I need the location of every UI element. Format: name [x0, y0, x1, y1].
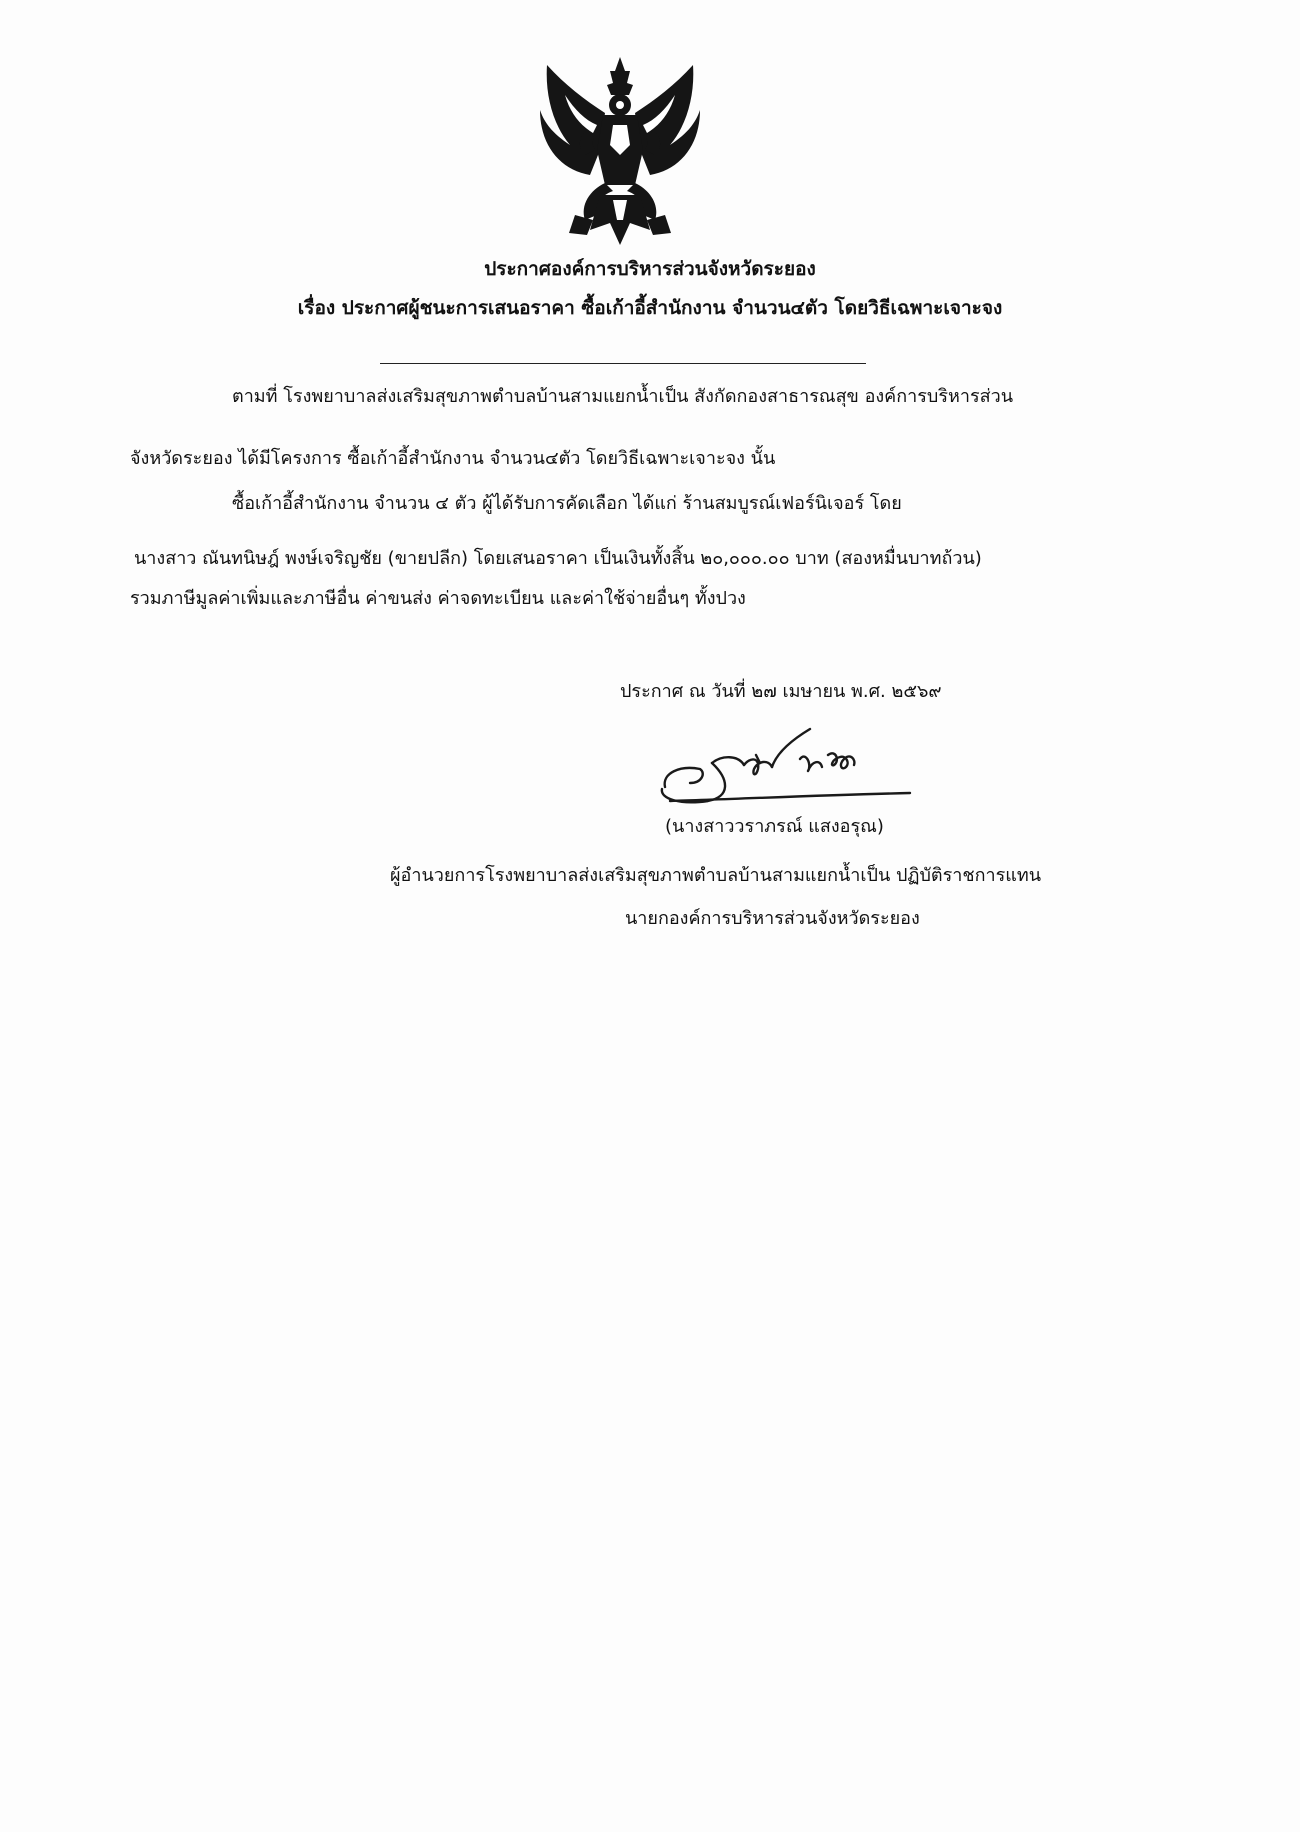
header-divider	[380, 363, 866, 364]
body-paragraph-line-3: ซื้อเก้าอี้สำนักงาน จำนวน ๔ ตัว ผู้ได้รับการคัดเลือก ได้แก่ ร้านสมบูรณ์เฟอร์นิเจอร์ โดย	[232, 493, 902, 514]
announcement-subject: เรื่อง ประกาศผู้ชนะการเสนอราคา ซื้อเก้าอี้สำนักงาน จำนวน๔ตัว โดยวิธีเฉพาะเจาะจง	[297, 297, 1003, 319]
body-paragraph-line-5: รวมภาษีมูลค่าเพิ่มและภาษีอื่น ค่าขนส่ง ค่าจดทะเบียน และค่าใช้จ่ายอื่นๆ ทั้งปวง	[130, 588, 746, 609]
body-paragraph-line-4: นางสาว ณันทนิษฎ์ พงษ์เจริญชัย (ขายปลีก) โดยเสนอราคา เป็นเงินทั้งสิ้น ๒๐,๐๐๐.๐๐ บาท (สองหมื่นบาทถ้วน)	[134, 548, 982, 569]
announcement-title: ประกาศองค์การบริหารส่วนจังหวัดระยอง	[484, 258, 816, 280]
handwritten-signature-icon	[660, 725, 940, 815]
signer-name: (นางสาววราภรณ์ แสงอรุณ)	[665, 816, 884, 837]
signer-position-line-1: ผู้อำนวยการโรงพยาบาลส่งเสริมสุขภาพตำบลบ้านสามแยกน้ำเป็น ปฏิบัติราชการแทน	[390, 865, 1042, 886]
announcement-date: ประกาศ ณ วันที่ ๒๗ เมษายน พ.ศ. ๒๕๖๙	[620, 681, 942, 702]
garuda-emblem-icon	[535, 55, 705, 250]
signer-position-line-2: นายกองค์การบริหารส่วนจังหวัดระยอง	[625, 908, 920, 929]
body-paragraph-line-2: จังหวัดระยอง ได้มีโครงการ ซื้อเก้าอี้สำนักงาน จำนวน๔ตัว โดยวิธีเฉพาะเจาะจง นั้น	[130, 448, 776, 469]
body-paragraph-line-1: ตามที่ โรงพยาบาลส่งเสริมสุขภาพตำบลบ้านสามแยกน้ำเป็น สังกัดกองสาธารณสุข องค์การบริหารส่วน	[232, 386, 1014, 407]
